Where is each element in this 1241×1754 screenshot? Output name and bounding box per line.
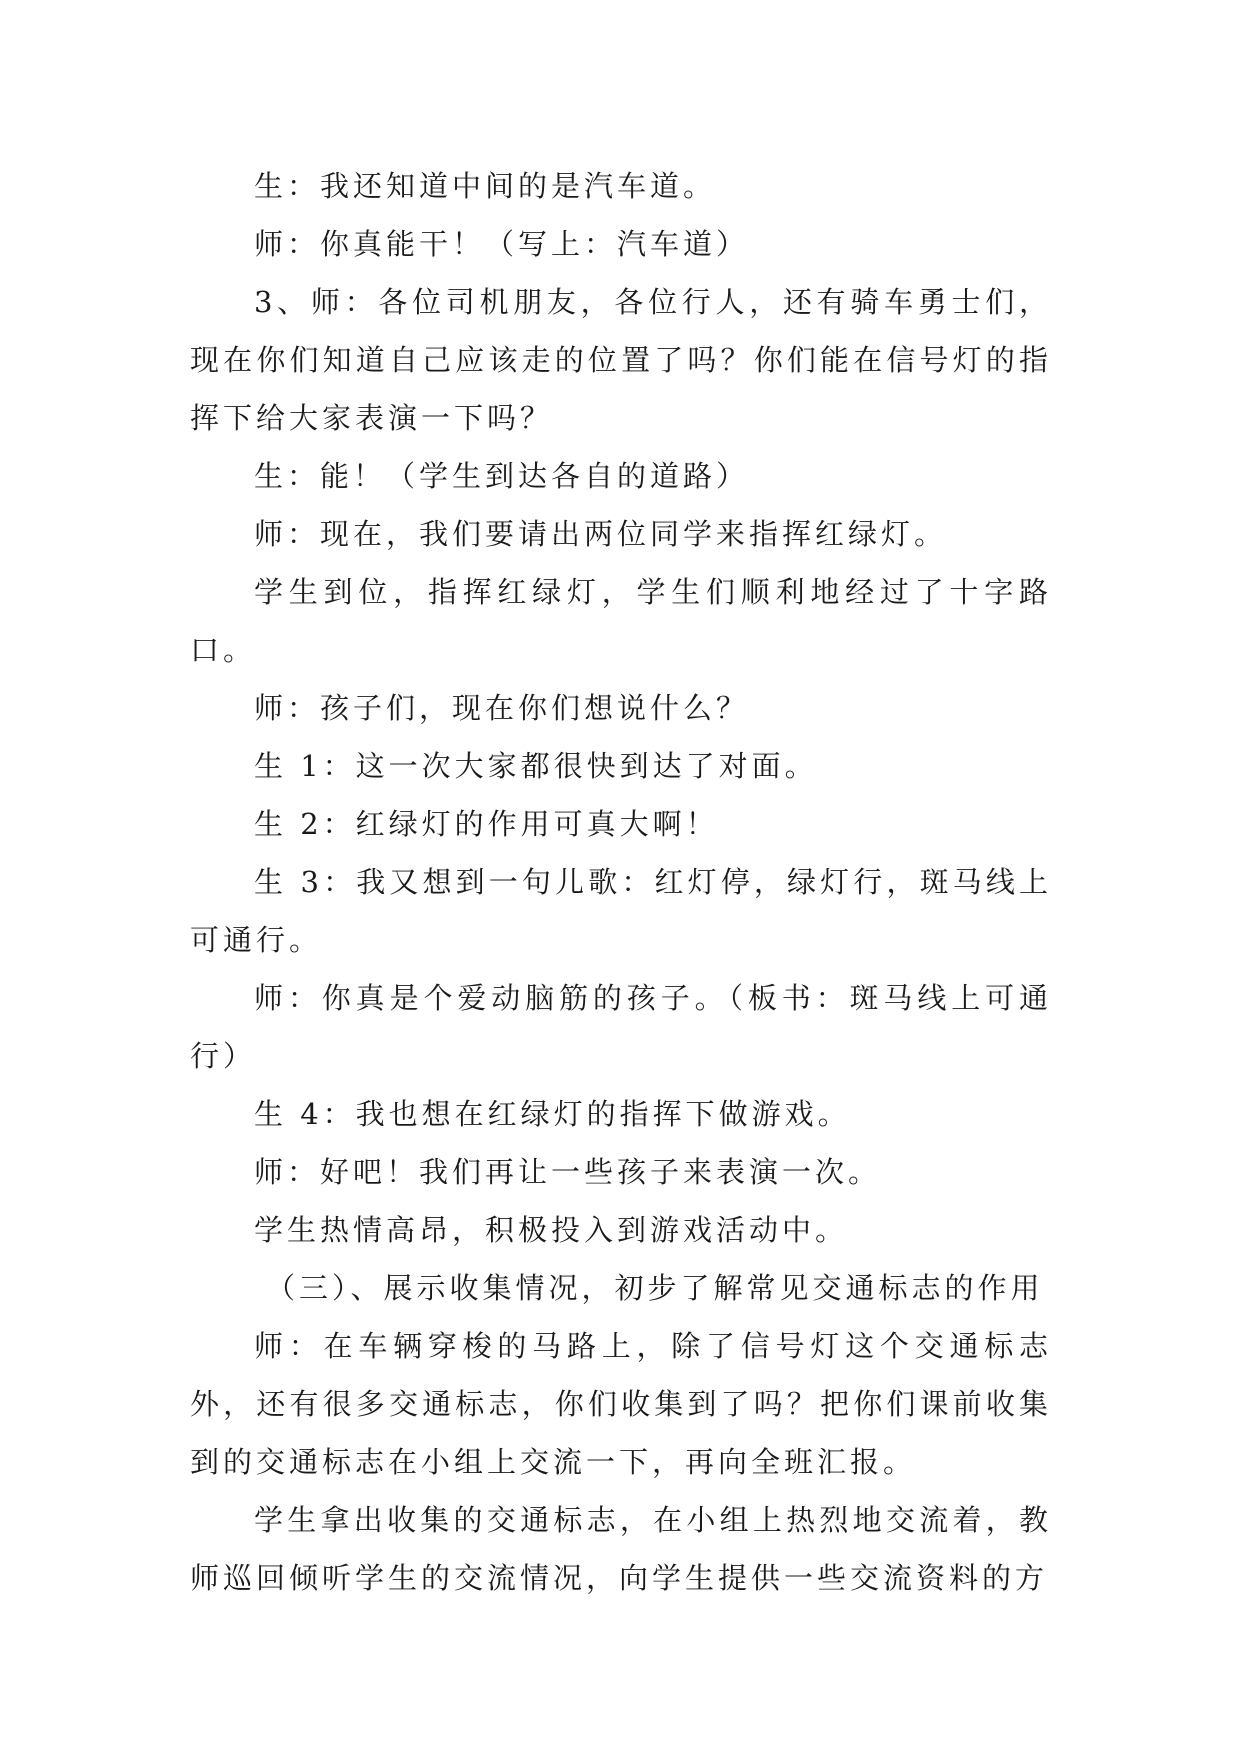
paragraph: 学生到位，指挥红绿灯，学生们顺利地经过了十字路口。 (190, 575, 1052, 667)
paragraph: 学生拿出收集的交通标志，在小组上热烈地交流着，教师巡回倾听学生的交流情况，向学生提供一些交流资料的方 (190, 1503, 1052, 1595)
paragraph: 师：你真能干！（写上：汽车道） (254, 227, 750, 261)
paragraph: 学生热情高昂，积极投入到游戏活动中。 (254, 1213, 849, 1247)
paragraph: 生 2：红绿灯的作用可真大啊！ (254, 807, 719, 841)
paragraph: 师：在车辆穿梭的马路上，除了信号灯这个交通标志外，还有很多交通标志，你们收集到了吗？把你们课前收集到的交通标志在小组上交流一下，再向全班汇报。 (190, 1329, 1052, 1479)
paragraph: 生：能！（学生到达各自的道路） (254, 459, 750, 493)
document-body (190, 157, 1052, 1607)
paragraph: 生 4：我也想在红绿灯的指挥下做游戏。 (254, 1097, 851, 1131)
paragraph: 3、师：各位司机朋友，各位行人，还有骑车勇士们，现在你们知道自己应该走的位置了吗？你们能在信号灯的指挥下给大家表演一下吗？ (190, 285, 1052, 435)
paragraph: 生：我还知道中间的是汽车道。 (254, 169, 717, 203)
section-heading: （三）、展示收集情况，初步了解常见交通标志的作用 (266, 1271, 1044, 1305)
paragraph: 生 1：这一次大家都很快到达了对面。 (254, 749, 818, 783)
paragraph: 师：你真是个爱动脑筋的孩子。（板书：斑马线上可通行） (190, 981, 1052, 1073)
paragraph: 生 3：我又想到一句儿歌：红灯停，绿灯行，斑马线上可通行。 (190, 865, 1052, 957)
paragraph: 师：孩子们，现在你们想说什么？ (254, 691, 750, 725)
paragraph: 师：现在，我们要请出两位同学来指挥红绿灯。 (254, 517, 948, 551)
paragraph: 师：好吧！我们再让一些孩子来表演一次。 (254, 1155, 882, 1189)
